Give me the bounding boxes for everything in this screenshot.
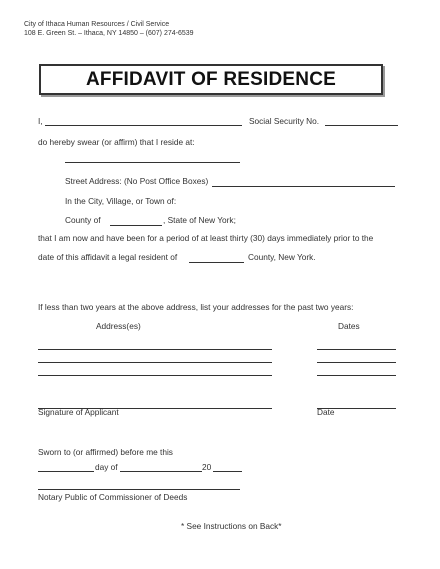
state-text: , State of New York; [163, 215, 236, 225]
address-field-1[interactable] [38, 349, 272, 350]
header-address: 108 E. Green St. – Ithaca, NY 14850 – (607) 274-6539 [24, 30, 194, 37]
page-title: AFFIDAVIT OF RESIDENCE [86, 68, 336, 90]
day-field[interactable] [38, 471, 94, 472]
swear-text: do hereby swear (or affirm) that I reside at: [38, 137, 195, 147]
date-field-3[interactable] [317, 375, 396, 376]
header-agency: City of Ithaca Human Resources / Civil Service [24, 21, 170, 28]
reside-field[interactable] [65, 162, 240, 163]
ssn-field[interactable] [325, 125, 398, 126]
footer-note: * See Instructions on Back* [181, 521, 282, 531]
date-label: Date [317, 407, 335, 417]
city-label: In the City, Village, or Town of: [65, 196, 177, 206]
day-of-text: day of [95, 462, 118, 472]
street-field[interactable] [212, 186, 395, 187]
addresses-header: Address(es) [96, 321, 141, 331]
signature-field[interactable] [38, 408, 272, 409]
street-label: Street Address: (No Post Office Boxes) [65, 176, 209, 186]
year-field[interactable] [213, 471, 242, 472]
period-text: that I am now and have been for a period of at least thirty (30) days immediately prior to the [38, 233, 374, 243]
notary-signature-field[interactable] [38, 489, 240, 490]
date-field-1[interactable] [317, 349, 396, 350]
year-prefix: 20 [202, 462, 212, 472]
ssn-label: Social Security No. [249, 116, 320, 126]
county-ny-text: County, New York. [248, 252, 316, 262]
i-label: I, [38, 116, 43, 126]
sworn-text: Sworn to (or affirmed) before me this [38, 447, 173, 457]
county-field[interactable] [110, 225, 162, 226]
resident-county-field[interactable] [189, 262, 244, 263]
signature-date-field[interactable] [317, 408, 396, 409]
county-label: County of [65, 215, 101, 225]
date-affidavit-text: date of this affidavit a legal resident of [38, 252, 178, 262]
dates-header: Dates [338, 321, 360, 331]
address-field-2[interactable] [38, 362, 272, 363]
name-field[interactable] [45, 125, 242, 126]
date-field-2[interactable] [317, 362, 396, 363]
notary-label: Notary Public of Commissioner of Deeds [38, 492, 188, 502]
title-box [39, 64, 383, 95]
less-than-text: If less than two years at the above address, list your addresses for the past two years: [38, 302, 354, 312]
month-field[interactable] [120, 471, 202, 472]
address-field-3[interactable] [38, 375, 272, 376]
signature-label: Signature of Applicant [38, 407, 119, 417]
